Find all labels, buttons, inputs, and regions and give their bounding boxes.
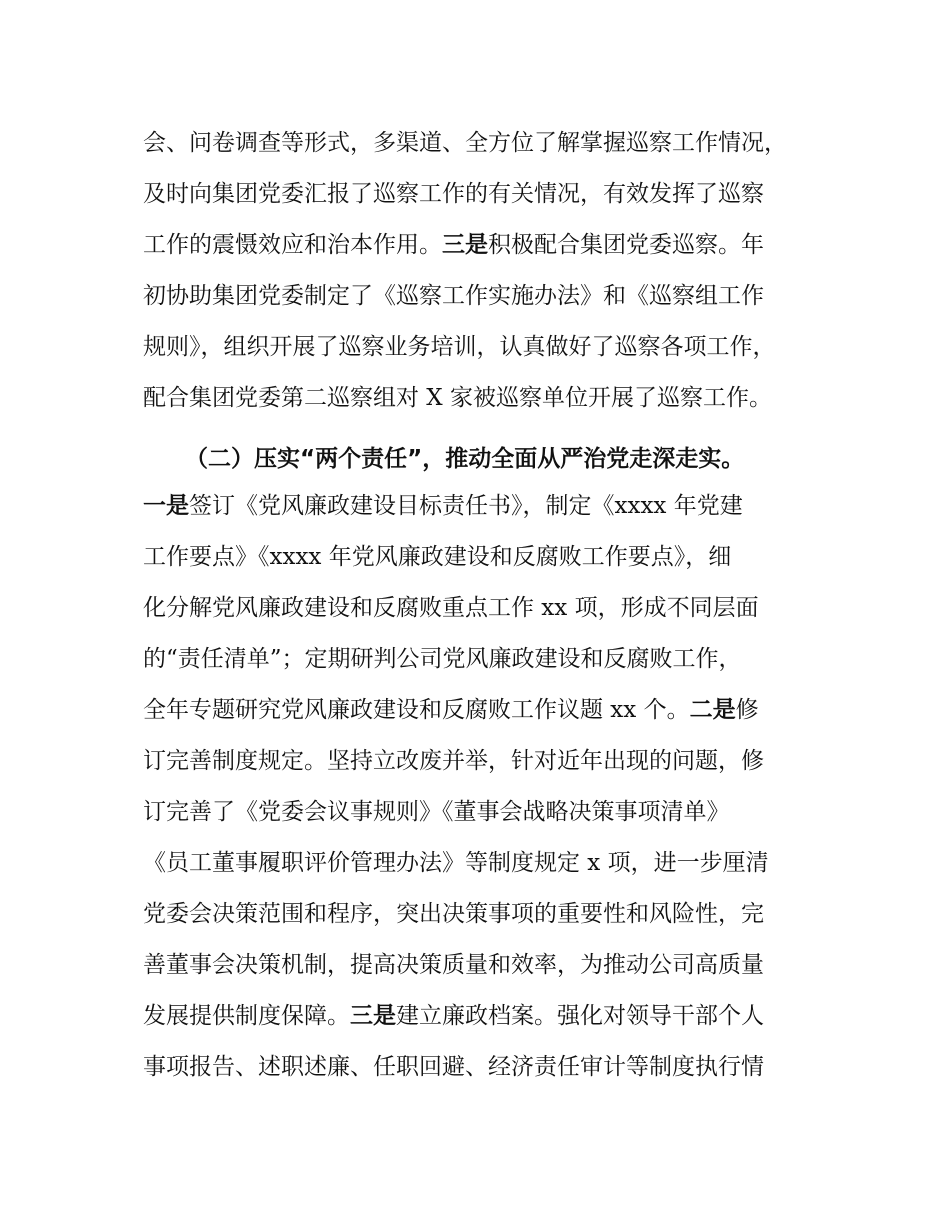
bold-ordinal: 一是: [143, 493, 189, 519]
line-text: 规则》，组织开展了巡察业务培训，认真做好了巡察各项工作，: [143, 334, 776, 360]
bold-ordinal: 二是: [689, 697, 736, 723]
paragraph-line: [143, 491, 743, 521]
line-text: 订完善了《党委会议事规则》《董事会战略决策事项清单》: [143, 799, 730, 825]
line-text: 签订《党风廉政建设目标责任书》，制定《xxxx 年党建: [189, 493, 743, 519]
paragraph-line: [143, 644, 742, 674]
line-text: 事项报告、述职述廉、任职回避、经济责任审计等制度执行情: [143, 1054, 764, 1080]
line-text: 订完善制度规定。坚持立改废并举，针对近年出现的问题，修: [143, 748, 764, 774]
bold-ordinal: 三是: [350, 1003, 396, 1029]
paragraph-line: [143, 1052, 764, 1082]
line-text: 积极配合集团党委巡察。年: [488, 232, 764, 258]
paragraph-line: [143, 899, 764, 929]
line-text: 《员工董事履职评价管理办法》等制度规定 x 项，进一步厘清: [143, 850, 769, 876]
line-text: 及时向集团党委汇报了巡察工作的有关情况，有效发挥了巡察: [143, 181, 764, 207]
line-text: 全年专题研究党风廉政建设和反腐败工作议题 xx 个。: [143, 697, 690, 723]
section-heading: [185, 444, 744, 474]
line-text: 修: [735, 697, 759, 723]
line-text: 会、问卷调查等形式，多渠道、全方位了解掌握巡察工作情况，: [143, 130, 787, 156]
paragraph-line: [143, 281, 764, 311]
line-text: 化分解党风廉政建设和反腐败重点工作 xx 项，形成不同层面: [143, 595, 759, 621]
line-text: 工作的震慑效应和治本作用。: [143, 232, 442, 258]
paragraph-line: [143, 695, 759, 725]
line-text: 党委会决策范围和程序，突出决策事项的重要性和风险性，完: [143, 901, 764, 927]
line-text: 配合集团党委第二巡察组对 X 家被巡察单位开展了巡察工作。: [143, 385, 772, 411]
line-text: 善董事会决策机制，提高决策质量和效率，为推动公司高质量: [143, 952, 764, 978]
paragraph-line: [143, 950, 764, 980]
paragraph-line: [143, 593, 759, 623]
paragraph-line: [143, 746, 764, 776]
bold-ordinal: 三是: [442, 232, 488, 258]
paragraph-line: [143, 542, 731, 572]
paragraph-line: [143, 332, 776, 362]
paragraph-line: [143, 797, 730, 827]
paragraph-line: [143, 128, 787, 158]
paragraph-line: [143, 848, 769, 878]
line-text: 的“责任清单”；定期研判公司党风廉政建设和反腐败工作，: [143, 646, 742, 672]
line-text: 建立廉政档案。强化对领导干部个人: [396, 1003, 764, 1029]
paragraph-line: [143, 1001, 764, 1031]
heading-text: （二）压实“两个责任”，推动全面从严治党走深走实。: [185, 446, 745, 472]
paragraph-line: [143, 179, 764, 209]
line-text: 初协助集团党委制定了《巡察工作实施办法》和《巡察组工作: [143, 283, 764, 309]
line-text: 发展提供制度保障。: [143, 1003, 350, 1029]
paragraph-line: [143, 230, 764, 260]
paragraph-line: [143, 383, 772, 413]
line-text: 工作要点》《xxxx 年党风廉政建设和反腐败工作要点》，细: [143, 544, 732, 570]
